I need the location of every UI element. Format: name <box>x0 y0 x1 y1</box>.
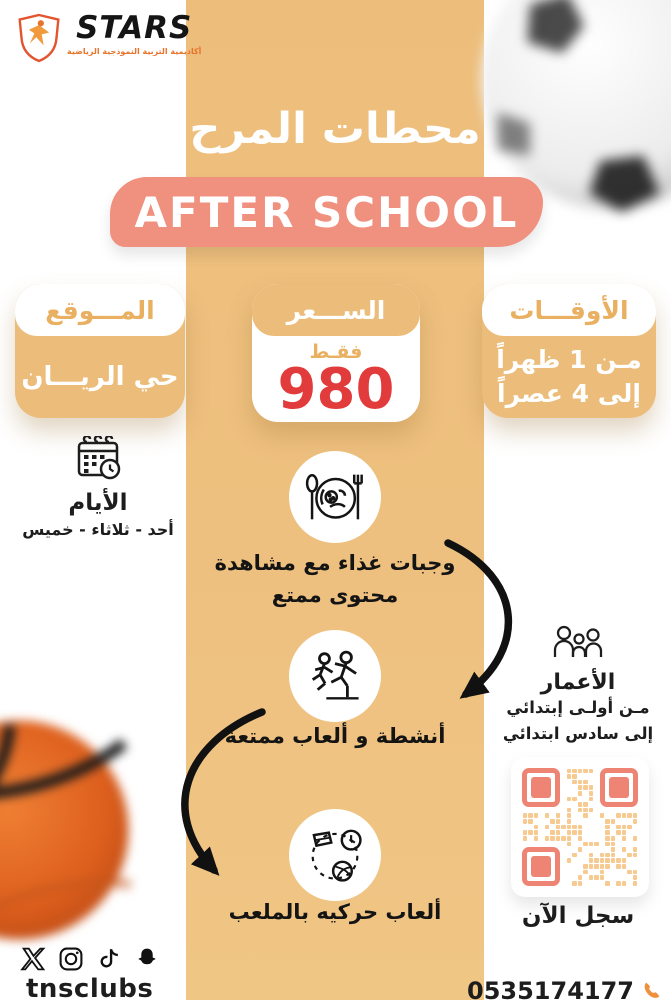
qr-code <box>522 768 638 886</box>
days-title: الأيام <box>68 490 128 516</box>
feature-activities-circle <box>289 630 381 722</box>
price-amount: 980 <box>277 356 395 422</box>
feature-activities-line-1: أنشطة و ألعاب ممتعة <box>224 724 446 748</box>
feature-meal-line-2: محتوى ممتع <box>271 582 399 607</box>
ages-line-2: إلى سادس ابتدائي <box>502 723 654 743</box>
ages-line-1: مـن أولـى إبتدائي <box>506 698 650 717</box>
qr-card <box>511 757 649 897</box>
times-line-1: مـن 1 ظهراً <box>496 345 642 375</box>
days-value: أحد - ثلاثاء - خميس <box>22 520 174 539</box>
brand-name: STARS <box>76 10 193 46</box>
times-card-label: الأوقـــات <box>482 284 656 336</box>
qr-finder-top-left <box>522 768 560 807</box>
after-school-banner <box>110 177 543 247</box>
location-card <box>15 284 185 418</box>
calendar-clock-icon <box>73 436 123 484</box>
price-card-label: الســـعر <box>252 284 420 336</box>
location-card-label: المـــوقع <box>15 284 185 336</box>
location-value: حي الريـــان <box>21 362 179 392</box>
phone-row <box>467 977 663 1000</box>
times-line-2: إلى 4 عصراً <box>497 379 641 408</box>
times-card <box>482 284 656 418</box>
register-now-label: سجل الآن <box>521 903 635 929</box>
brand-tagline: أكاديمية التربية النموذجية الرياضية <box>67 46 202 56</box>
basketball-image <box>0 716 133 944</box>
ages-title: الأعمار <box>540 670 616 695</box>
running-kids-icon <box>304 645 366 707</box>
x-icon <box>20 946 46 972</box>
phone-number: 0535174177 <box>467 977 634 1000</box>
social-handle: tnsclubs <box>26 974 154 1000</box>
meal-plate-icon <box>304 466 366 528</box>
instagram-icon <box>58 946 84 972</box>
stars-shield-icon <box>16 12 62 64</box>
people-group-icon <box>552 622 604 664</box>
feature-activities-text <box>186 721 484 753</box>
feature-field-games-circle <box>289 809 381 901</box>
feature-meal-line-1: وجبات غذاء مع مشاهدة <box>214 551 456 575</box>
stars-logo <box>16 12 201 64</box>
field-games-icon <box>304 824 366 886</box>
qr-finder-bottom-left <box>522 847 560 886</box>
social-icons-row <box>20 946 160 972</box>
feature-field-games-line-1: ألعاب حركيه بالملعب <box>228 900 442 924</box>
feature-field-games-text <box>186 897 484 929</box>
feature-meal-circle <box>289 451 381 543</box>
qr-finder-top-right <box>600 768 638 807</box>
price-card <box>252 284 420 422</box>
price-note: فقـط <box>309 340 363 363</box>
banner-label: AFTER SCHOOL <box>134 187 519 237</box>
snapchat-icon <box>134 946 160 972</box>
phone-icon <box>641 980 663 1000</box>
days-section <box>22 436 174 539</box>
page-title: محطات المرح <box>189 104 481 154</box>
tiktok-icon <box>96 946 122 972</box>
feature-meal-text <box>186 548 484 611</box>
ages-section <box>494 622 662 746</box>
